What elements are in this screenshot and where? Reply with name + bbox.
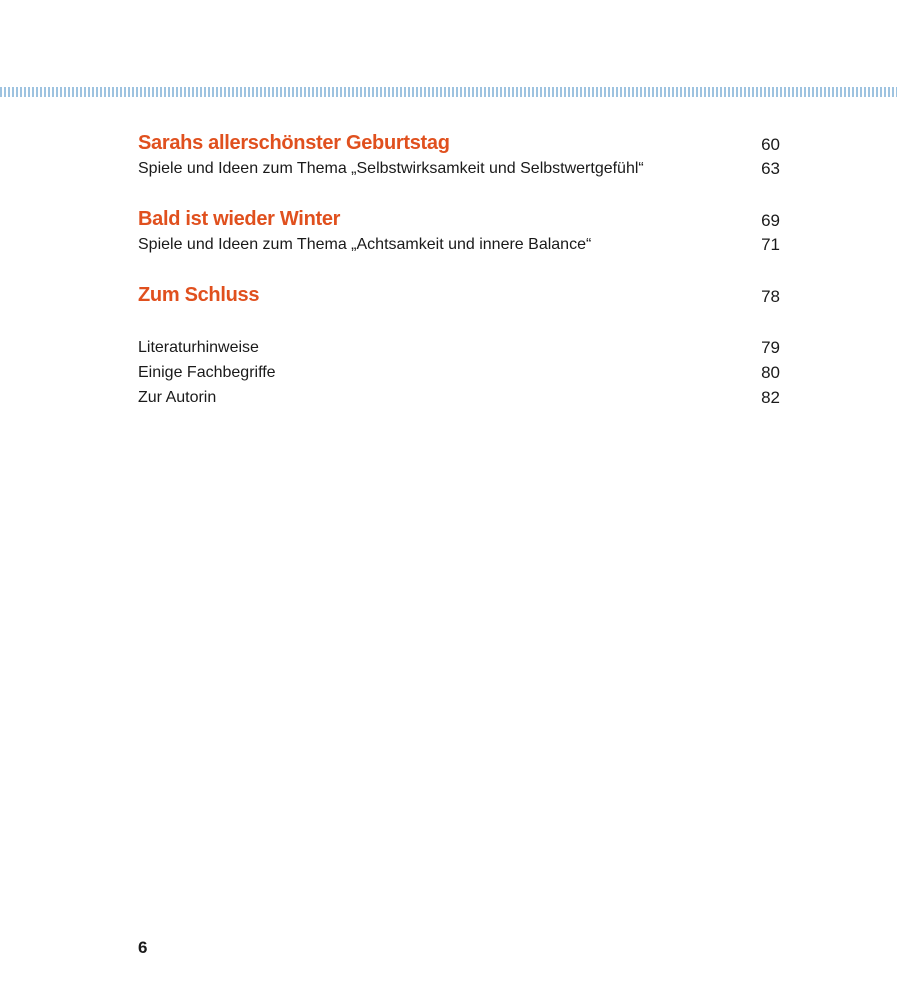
toc-appendix-page: 80 <box>761 363 780 382</box>
toc-heading-entry[interactable] <box>138 207 780 232</box>
toc-heading-page: 60 <box>761 135 780 154</box>
toc-sub-page: 71 <box>761 235 780 254</box>
toc-heading-title: Bald ist wieder Winter <box>138 208 341 230</box>
toc-appendix-title: Einige Fachbegriffe <box>138 364 276 381</box>
toc-appendix-page: 79 <box>761 338 780 357</box>
toc-appendix-page: 82 <box>761 388 780 407</box>
toc-heading-title: Sarahs allerschönster Geburtstag <box>138 132 450 154</box>
page-number: 6 <box>138 938 148 957</box>
toc-sub-title: Spiele und Ideen zum Thema „Selbstwirksamkeit und Selbstwertgefühl“ <box>138 160 644 177</box>
toc-sub-entry[interactable] <box>138 232 780 257</box>
toc-heading-entry[interactable] <box>138 283 780 308</box>
toc-sub-entry[interactable] <box>138 156 780 181</box>
toc-sub-page: 63 <box>761 159 780 178</box>
toc-appendix-title: Zur Autorin <box>138 389 217 406</box>
toc-appendix-entry[interactable] <box>138 385 780 410</box>
decorative-stripe <box>0 87 897 97</box>
toc-appendix-entry[interactable] <box>138 360 780 385</box>
toc-appendix-title: Literaturhinweise <box>138 339 259 356</box>
table-of-contents <box>138 131 780 410</box>
toc-heading-entry[interactable] <box>138 131 780 156</box>
toc-heading-page: 78 <box>761 287 780 306</box>
toc-appendix-entry[interactable] <box>138 335 780 360</box>
toc-heading-page: 69 <box>761 211 780 230</box>
toc-sub-title: Spiele und Ideen zum Thema „Achtsamkeit und innere Balance“ <box>138 236 592 253</box>
toc-heading-title: Zum Schluss <box>138 284 260 306</box>
